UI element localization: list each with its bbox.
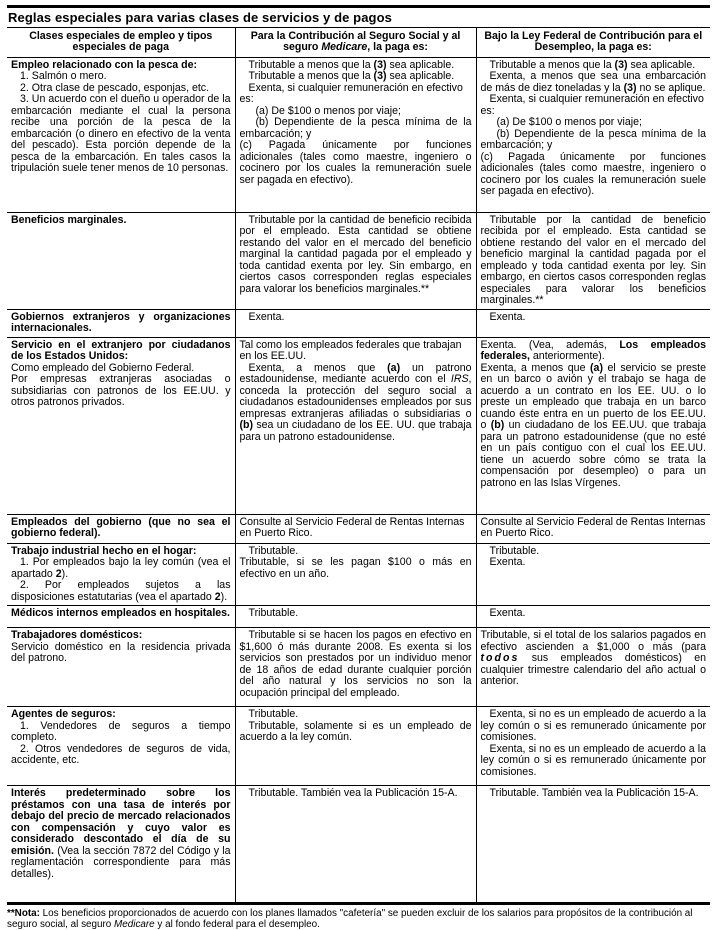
paragraph — [11, 642, 231, 665]
text-segment: Tributable. También vea la Publicación 15-A. — [248, 787, 458, 799]
table-cell — [476, 786, 710, 904]
text-segment: (b) — [239, 419, 254, 431]
text-segment: Trabajo industrial hecho en el hogar: — [11, 544, 197, 557]
paragraph — [11, 788, 231, 880]
text-segment: Medicare — [114, 919, 155, 930]
text-segment: Exenta. — [489, 556, 526, 568]
text-segment: el servicio se preste en un barco o avión y el trabajo se haga de acuerdo a un contrato en los EE. UU. o lo preste un empleado que trabaja en un barco cuando éste entra en un puerto de los EE.UU. o — [480, 361, 707, 431]
text-segment: Tributable por la cantidad de beneficio recibida por el empleado. Esta cantidad se obtiene restando del valor en el mercado del beneficio marginal la cantidad pagada por el empleado y toda cantidad exenta por ley. Sin embargo, en ciertos casos corresponden reglas especiales para valorar los beneficios marginales.** — [239, 213, 472, 295]
paragraph — [481, 71, 707, 94]
text-segment: Exenta, a menos que — [248, 361, 388, 374]
text-segment: Empleo relacionado con la pesca de: — [11, 58, 198, 71]
text-segment: Tributable. También vea la Publicación 15-A. — [489, 787, 699, 799]
text-segment: 1. Por empleados bajo la ley común (vea el apartado — [11, 556, 231, 580]
text-segment: Consulte al Servicio Federal de Rentas Internas en Puerto Rico. — [239, 515, 465, 539]
footnote — [7, 908, 710, 930]
paragraph — [481, 557, 707, 569]
paragraph — [11, 94, 231, 175]
table-row — [7, 309, 710, 337]
text-segment: , la paga es: — [367, 41, 428, 53]
text-segment: Interés predeterminado sobre los préstamos con una tasa de interés por debajo del precio de mercado relacionados con compensación y cuyo valor es considerado descontado el día de su emisión. — [11, 787, 231, 857]
paragraph — [240, 340, 472, 363]
text-segment: Clases especiales de empleo y tipos especiales de paga — [29, 29, 213, 53]
text-segment: (a) De $100 o menos por viaje; — [255, 104, 401, 117]
table-cell — [476, 628, 710, 707]
table-cell — [7, 337, 235, 514]
text-segment: 2. Por empleados sujetos a las disposiciones estatutarias (vea el apartado — [11, 579, 231, 603]
table-row — [7, 606, 710, 628]
text-segment: Tal como los empleados federales que trabajan en los EE.UU. — [239, 338, 462, 362]
paragraph — [481, 215, 707, 307]
text-segment: Exenta, si no es un empleado de acuerdo a la ley común o si es remunerado únicamente por comisiones. — [480, 742, 706, 778]
text-segment: Exenta. — [489, 310, 526, 323]
text-segment: Exenta, si no es un empleado de acuerdo a la ley común o si es remunerado únicamente por comisiones. — [480, 708, 706, 743]
text-segment: Bajo la Ley Federal de Contribución para el Desempleo, la paga es: — [484, 29, 703, 53]
paragraph — [481, 630, 707, 688]
table-cell — [235, 707, 476, 786]
paragraph — [240, 312, 472, 324]
text-segment: Consulte al Servicio Federal de Rentas Internas en Puerto Rico. — [480, 515, 706, 539]
table-cell — [7, 57, 235, 212]
paragraph — [481, 363, 707, 490]
paragraph — [481, 709, 707, 744]
paragraph — [481, 94, 707, 117]
table-cell — [7, 212, 235, 309]
table-row — [7, 337, 710, 514]
text-segment: 2. Otra clase de pescado, esponjas, etc. — [20, 81, 210, 94]
text-segment: Exenta, a menos que — [480, 361, 591, 374]
text-segment: Tributable. — [248, 708, 299, 720]
paragraph — [240, 517, 472, 540]
text-segment: 2. Otros vendedores de seguros de vida, accidente, etc. — [11, 742, 231, 766]
text-segment: Exenta, a menos que sea una embarcación de más de diez toneladas y la — [480, 70, 706, 94]
text-segment: Los beneficios proporcionados de acuerdo con los planes llamados "cafetería" se pueden excluir de los salarios para propósitos de la contribución al seguro social, al seguro — [7, 908, 693, 930]
table-cell — [476, 309, 710, 337]
table-row — [7, 543, 710, 606]
paragraph — [11, 744, 231, 767]
text-segment: (3) — [614, 58, 628, 71]
text-segment: 2 — [55, 567, 62, 580]
table-cell — [476, 514, 710, 543]
paragraph — [11, 215, 231, 227]
text-segment: 1. Vendedores de seguros a tiempo completo. — [11, 719, 231, 743]
table-cell — [7, 309, 235, 337]
column-header-employment-classes — [7, 27, 235, 57]
text-segment: anteriormente). — [529, 350, 605, 362]
text-segment: Medicare — [321, 41, 368, 53]
text-segment: Tributable, si el total de los salarios pagados en efectivo ascienden a $1,000 o más (para — [480, 629, 706, 653]
text-segment: (a) De $100 o menos por viaje; — [496, 116, 642, 128]
top-rule — [7, 5, 710, 8]
paragraph — [240, 83, 472, 106]
text-segment: Tributable, solamente si es un empleado de acuerdo a la ley común. — [239, 719, 472, 743]
text-segment: (a) — [590, 361, 603, 374]
text-segment: Agentes de seguros: — [11, 708, 116, 720]
table-cell — [235, 786, 476, 904]
paragraph — [481, 788, 707, 800]
paragraph — [11, 557, 231, 580]
text-segment: ). — [220, 590, 228, 603]
paragraph — [481, 152, 707, 198]
paragraph — [11, 517, 231, 540]
paragraph — [11, 312, 231, 335]
text-segment: 1. Salmón o mero. — [20, 70, 107, 82]
table-cell — [7, 606, 235, 628]
text-segment: Tributable si se hacen los pagos en efectivo en $1,600 ó más durante 2008. Es exenta si los servicios son prestados por un individuo menor de 18 años de edad durante cualquier porción del año natural y los servicios no son la ocupación principal del empleado. — [239, 629, 472, 699]
text-segment: Para la Contribución al Seguro Social y al seguro — [250, 29, 461, 53]
paragraph — [240, 557, 472, 580]
table-row — [7, 57, 710, 212]
text-segment: Exenta. — [248, 310, 285, 323]
paragraph — [240, 721, 472, 744]
table-cell — [7, 628, 235, 707]
text-segment: **Nota: — [7, 908, 40, 919]
text-segment: 2 — [214, 590, 221, 603]
text-segment: Gobiernos extranjeros y organizaciones internacionales. — [11, 310, 231, 334]
table-cell — [7, 786, 235, 904]
text-segment: Exenta, si cualquier remuneración en efectivo es: — [239, 81, 463, 105]
paragraph — [240, 788, 472, 800]
text-segment: sus empleados domésticos) en cualquier trimestre calendario del año actual o anterior. — [480, 652, 706, 687]
text-segment: , conceda la protección del seguro social a ciudadanos estadounidenses empleados por sus empresas extranjeras afiliadas o subsidiarias o — [239, 373, 472, 420]
text-segment: (c) Pagada únicamente por funciones adicionales (tales como maestre, ingeniero o cocinero por los cuales la remuneración suele ser pagada en efectivo). — [480, 150, 706, 197]
text-segment: Exenta. (Vea, además, — [480, 338, 620, 351]
text-segment: IRS — [450, 373, 469, 385]
paragraph — [481, 744, 707, 779]
text-segment: Tributable a menos que la — [489, 58, 615, 71]
paragraph — [240, 215, 472, 296]
text-segment: no se aplique. — [636, 81, 706, 94]
text-segment: un patrono estadounidense, mediante acuerdo con el — [239, 361, 472, 385]
table-cell — [235, 337, 476, 514]
paragraph — [11, 608, 231, 620]
paragraph — [240, 117, 472, 140]
column-header-futa — [476, 27, 710, 57]
text-segment: todos — [480, 652, 520, 664]
text-segment: Tributable, si se les pagan $100 o más en efectivo en un año. — [239, 556, 472, 580]
table-cell — [235, 212, 476, 309]
table-cell — [235, 628, 476, 707]
text-segment: (b) — [490, 419, 505, 431]
text-segment: (3) — [373, 58, 387, 71]
paragraph — [11, 580, 231, 603]
document-page — [0, 5, 717, 930]
paragraph — [240, 608, 472, 620]
text-segment: Médicos internos empleados en hospitales. — [11, 607, 230, 619]
table-cell — [235, 57, 476, 212]
text-segment: Tributable a menos que la — [248, 58, 374, 71]
text-segment: Trabajadores domésticos: — [11, 629, 143, 641]
table-row — [7, 786, 710, 904]
special-rules-table — [7, 27, 710, 906]
paragraph — [11, 374, 231, 409]
text-segment: 3. Un acuerdo con el dueño u operador de la embarcación mediante el cual la persona recibe una porción de la pesca de la embarcación (o dinero en efectivo de la venta del pescado). Esta porción depende de la pesca de la embarcación. En tales casos la tripulación suele tener menos de 10 personas. — [11, 93, 231, 174]
text-segment: Exenta, si cualquier remuneración en efectivo es: — [480, 93, 704, 117]
text-segment: (3) — [623, 81, 637, 94]
table-cell — [235, 606, 476, 628]
table-cell — [476, 212, 710, 309]
table-cell — [476, 57, 710, 212]
paragraph — [11, 340, 231, 363]
table-cell — [7, 514, 235, 543]
text-segment: Tributable. — [248, 544, 299, 557]
text-segment: (3) — [373, 70, 387, 82]
table-cell — [7, 707, 235, 786]
paragraph — [481, 517, 707, 540]
text-segment: Servicio doméstico en la residencia privada del patrono. — [11, 640, 231, 664]
table-cell — [235, 543, 476, 606]
text-segment: Beneficios marginales. — [11, 213, 127, 226]
paragraph — [240, 140, 472, 186]
text-segment: Tributable por la cantidad de beneficio recibida por el empleado. Esta cantidad se obtiene restando del valor en el mercado del beneficio marginal la cantidad pagada por el empleado y toda cantidad exenta por ley. Sin embargo, en ciertos casos corresponden reglas especiales para valorar los beneficios marginales.** — [480, 213, 706, 306]
text-segment: sea aplicable. — [627, 58, 696, 71]
text-segment: sea aplicable. — [386, 70, 455, 82]
paragraph — [481, 340, 707, 363]
paragraph — [481, 608, 707, 620]
text-segment: (Vea la sección 7872 del Código y la reglamentación correspondiente para más detalles). — [11, 844, 231, 880]
table-cell — [476, 606, 710, 628]
table-title: Reglas especiales para varias clases de servicios y de pagos — [8, 10, 392, 25]
paragraph — [481, 129, 707, 152]
paragraph — [11, 721, 231, 744]
text-segment: Como empleado del Gobierno Federal. — [11, 361, 195, 374]
table-header-row — [7, 27, 710, 57]
text-segment: Los empleados federales, — [480, 338, 706, 362]
text-segment: y al fondo federal para el desempleo. — [154, 919, 320, 930]
text-segment: (c) Pagada únicamente por funciones adicionales (tales como maestre, ingeniero o cocinero por los cuales la remuneración suele ser pagada en efectivo). — [239, 139, 472, 186]
table-row — [7, 628, 710, 707]
text-segment: Servicio en el extranjero por ciudadanos de los Estados Unidos: — [11, 338, 231, 362]
text-segment: sea un ciudadano de los EE. UU. que trabaja para un patrono estadounidense. — [239, 419, 472, 443]
table-cell — [235, 309, 476, 337]
text-segment: (a) — [387, 361, 401, 374]
table-row — [7, 707, 710, 786]
table-cell — [476, 707, 710, 786]
table-cell — [235, 514, 476, 543]
text-segment: Por empresas extranjeras asociadas o subsidiarias con patronos de los EE.UU. y otros patronos privados. — [11, 373, 231, 408]
text-segment: Tributable. — [248, 607, 299, 619]
text-segment: Exenta. — [489, 607, 526, 619]
table-row — [7, 212, 710, 309]
table-cell — [476, 337, 710, 514]
text-segment: (b) Dependiente de la pesca mínima de la embarcación; y — [239, 116, 472, 140]
text-segment: Tributable a menos que la — [248, 70, 374, 82]
text-segment: Tributable. — [489, 544, 540, 557]
table-body — [7, 57, 710, 904]
text-segment: Empleados del gobierno (que no sea el gobierno federal). — [11, 515, 231, 539]
table-cell — [476, 543, 710, 606]
paragraph — [240, 630, 472, 699]
table-cell — [7, 543, 235, 606]
table-head — [7, 27, 710, 57]
text-segment: ). — [61, 567, 69, 580]
text-segment: sea aplicable. — [386, 58, 455, 71]
text-segment: (b) Dependiente de la pesca mínima de la embarcación; y — [480, 127, 706, 151]
table-row — [7, 514, 710, 543]
paragraph — [240, 363, 472, 444]
paragraph — [481, 312, 707, 324]
column-header-social-security-medicare — [235, 27, 476, 57]
text-segment: un ciudadano de los EE.UU. que trabaja para un patrono estadounidense (que no esté en un país contiguo con el cual los EE.UU. tiene un acuerdo sobre cómo se trata la compensación por desempleo) o para un patrono en las Islas Vírgenes. — [480, 419, 706, 489]
